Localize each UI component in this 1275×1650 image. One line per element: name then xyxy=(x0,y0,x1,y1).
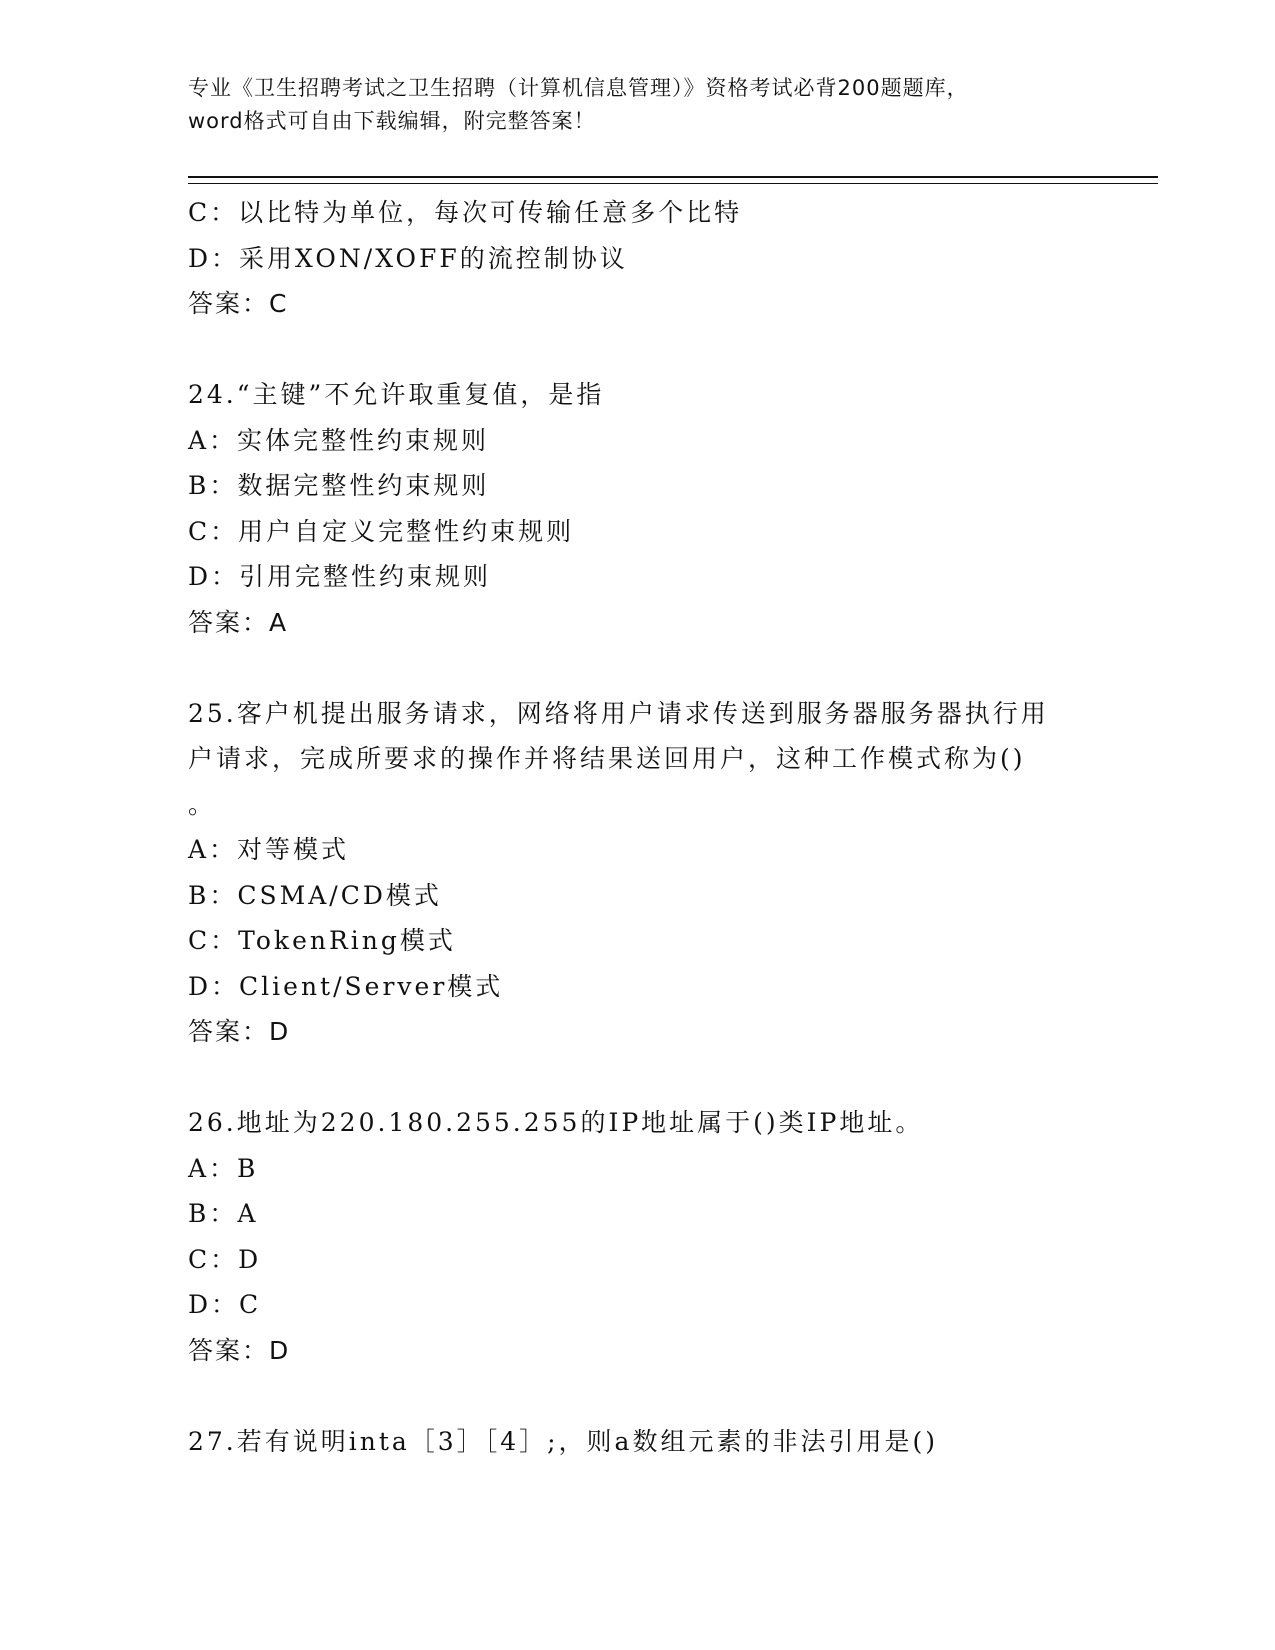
spacer xyxy=(188,1055,1088,1101)
spacer xyxy=(188,1373,1088,1419)
answer: 答案：C xyxy=(188,289,289,318)
option-b: B：CSMA/CD模式 xyxy=(188,880,442,910)
option-a: A：对等模式 xyxy=(188,835,350,864)
answer: 答案：D xyxy=(188,1335,291,1365)
spacer xyxy=(188,327,1088,373)
question-stem: 24.“主键”不允许取重复值，是指 xyxy=(188,380,605,409)
question-25 xyxy=(188,691,1088,1055)
question-stem-line-2: 户请求，完成所要求的操作并将结果送回用户，这种工作模式称为() xyxy=(188,744,1026,773)
question-stem-line-3: 。 xyxy=(188,789,217,819)
option-b: B：A xyxy=(188,1199,259,1228)
option-c: C：TokenRing模式 xyxy=(188,926,456,955)
answer: 答案：D xyxy=(188,1017,291,1046)
option-c: C：用户自定义完整性约束规则 xyxy=(188,516,575,546)
option-c: C：以比特为单位，每次可传输任意多个比特 xyxy=(188,198,743,227)
option-a: A：B xyxy=(188,1153,259,1183)
document-header xyxy=(188,72,1088,138)
answer: 答案：A xyxy=(188,607,289,637)
header-rule-thin xyxy=(188,183,1158,184)
option-d: D：C xyxy=(188,1290,262,1319)
question-23 xyxy=(188,190,1088,327)
question-stem: 27.若有说明inta［3］［4］;，则a数组元素的非法引用是() xyxy=(188,1426,938,1456)
question-24 xyxy=(188,372,1088,645)
option-a: A：实体完整性约束规则 xyxy=(188,425,490,455)
option-d: D：Client/Server模式 xyxy=(188,971,504,1001)
option-c: C：D xyxy=(188,1244,262,1274)
question-stem-line-1: 25.客户机提出服务请求，网络将用户请求传送到服务器服务器执行用 xyxy=(188,698,1049,728)
option-d: D：采用XON/XOFF的流控制协议 xyxy=(188,243,628,273)
header-line-1: 专业《卫生招聘考试之卫生招聘（计算机信息管理）》资格考试必背200题题库， xyxy=(188,76,969,100)
question-27 xyxy=(188,1419,1088,1465)
spacer xyxy=(188,645,1088,691)
header-line-2: word格式可自由下载编辑，附完整答案！ xyxy=(188,109,596,133)
question-26 xyxy=(188,1100,1088,1373)
header-rule-thick xyxy=(188,176,1158,178)
question-list xyxy=(188,190,1088,1464)
question-stem: 26.地址为220.180.255.255的IP地址属于()类IP地址。 xyxy=(188,1108,924,1137)
option-d: D：引用完整性约束规则 xyxy=(188,562,492,591)
option-b: B：数据完整性约束规则 xyxy=(188,471,490,500)
